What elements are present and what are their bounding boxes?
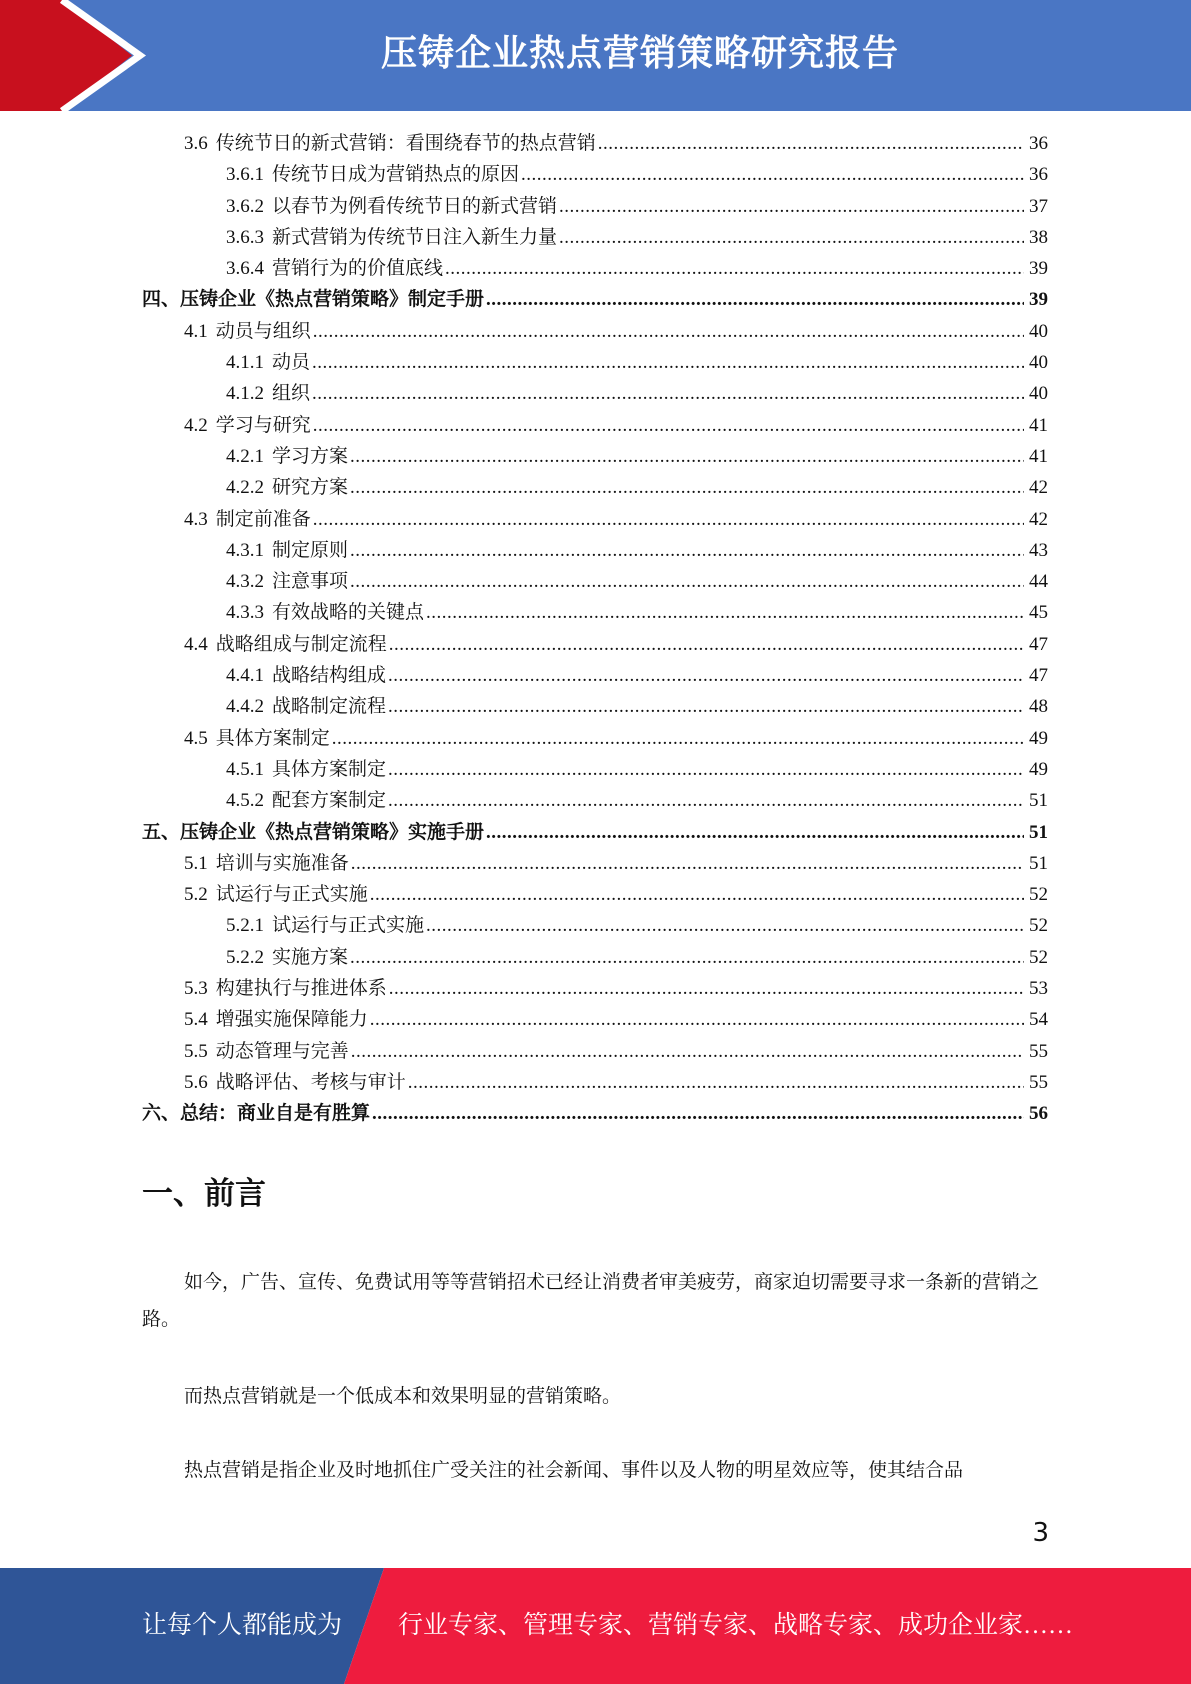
toc-entry-title: 传统节日成为营销热点的原因 [272, 164, 520, 186]
toc-entry-title: 试运行与正式实施 [215, 884, 368, 906]
toc-entry-number: 4.1 [184, 320, 208, 342]
toc-entry[interactable] [142, 316, 1048, 347]
toc-entry-page: 55 [1029, 1040, 1048, 1062]
toc-entry[interactable] [142, 410, 1048, 441]
toc-entry-page: 48 [1029, 696, 1048, 718]
toc-entry-number: 5.5 [184, 1040, 208, 1062]
toc-dot-leader [388, 665, 1024, 687]
header-bar [0, 0, 1191, 111]
toc-entry-page: 49 [1029, 758, 1048, 780]
section-heading: 一、前言 [142, 1176, 266, 1212]
toc-entry[interactable] [142, 566, 1048, 597]
toc-entry-page: 37 [1029, 195, 1048, 217]
toc-entry-page: 45 [1029, 602, 1048, 624]
toc-dot-leader [313, 509, 1024, 531]
toc-dot-leader [559, 227, 1024, 249]
toc-dot-leader [350, 446, 1024, 468]
toc-entry-number: 4.3.1 [226, 539, 264, 561]
toc-entry-title: 制定原则 [272, 539, 349, 561]
toc-entry-title: 动员 [272, 352, 311, 374]
toc-dot-leader [388, 696, 1024, 718]
toc-entry-page: 52 [1029, 915, 1048, 937]
toc-entry-page: 47 [1029, 665, 1048, 687]
toc-entry[interactable] [142, 1004, 1048, 1035]
toc-entry-number: 5.2.2 [226, 946, 264, 968]
toc-dot-leader [370, 884, 1024, 906]
table-of-contents [142, 128, 1048, 1130]
toc-dot-leader [313, 415, 1024, 437]
toc-entry[interactable] [142, 1036, 1048, 1067]
toc-entry-number: 4.3.2 [226, 571, 264, 593]
toc-entry-number: 5.2.1 [226, 915, 264, 937]
toc-entry-page: 41 [1029, 445, 1048, 467]
toc-entry-page: 38 [1029, 226, 1048, 248]
toc-entry[interactable] [142, 472, 1048, 503]
toc-entry[interactable] [142, 723, 1048, 754]
header-chevron-decoration [0, 0, 160, 111]
toc-entry-title: 以春节为例看传统节日的新式营销 [272, 195, 558, 217]
toc-entry[interactable] [142, 378, 1048, 409]
toc-dot-leader [598, 133, 1024, 155]
toc-entry-number: 3.6 [184, 133, 208, 154]
toc-entry-page: 39 [1029, 289, 1048, 311]
toc-dot-leader [389, 978, 1024, 1000]
paragraph: 而热点营销就是一个低成本和效果明显的营销策略。 [184, 1386, 622, 1407]
toc-entry[interactable] [142, 347, 1048, 378]
document-title: 压铸企业热点营销策略研究报告 [380, 33, 899, 74]
toc-entry[interactable] [142, 785, 1048, 816]
toc-entry[interactable] [142, 222, 1048, 253]
toc-dot-leader [445, 258, 1024, 280]
toc-entry-title: 五、压铸企业《热点营销策略》实施手册 [142, 821, 485, 843]
toc-entry-number: 4.4 [184, 633, 208, 655]
toc-entry-title: 战略组成与制定流程 [215, 633, 387, 655]
toc-entry-number: 3.6.1 [226, 164, 264, 186]
toc-entry-title: 研究方案 [272, 477, 349, 499]
toc-dot-leader [426, 915, 1024, 937]
toc-entry-page: 40 [1029, 352, 1048, 374]
toc-dot-leader [351, 853, 1024, 875]
toc-entry-number: 3.6.2 [226, 195, 264, 217]
toc-entry-title: 六、总结：商业自是有胜算 [142, 1103, 371, 1125]
toc-dot-leader [486, 822, 1024, 844]
toc-entry-title: 试运行与正式实施 [272, 915, 425, 937]
toc-entry[interactable] [142, 754, 1048, 785]
toc-entry[interactable] [142, 817, 1048, 848]
toc-entry-page: 51 [1029, 790, 1048, 812]
toc-entry-page: 40 [1029, 320, 1048, 342]
toc-entry-page: 53 [1029, 978, 1048, 1000]
page-number: 3 [1032, 1518, 1049, 1548]
toc-entry-title: 注意事项 [272, 571, 349, 593]
toc-entry[interactable] [142, 535, 1048, 566]
footer-slogan-right: 行业专家、管理专家、营销专家、战略专家、成功企业家…… [398, 1612, 1074, 1639]
toc-entry[interactable] [142, 159, 1048, 190]
toc-entry-number: 5.1 [184, 852, 208, 874]
toc-entry-title: 战略制定流程 [272, 696, 387, 718]
toc-entry-title: 学习与研究 [215, 414, 311, 436]
toc-entry-title: 制定前准备 [215, 508, 311, 530]
toc-entry[interactable] [142, 128, 1048, 159]
toc-dot-leader [313, 321, 1024, 343]
toc-entry[interactable] [142, 191, 1048, 222]
toc-entry-page: 39 [1029, 258, 1048, 280]
toc-entry-number: 5.3 [184, 978, 208, 1000]
toc-entry-number: 4.4.1 [226, 665, 264, 687]
toc-dot-leader [312, 352, 1024, 374]
toc-entry-title: 实施方案 [272, 946, 349, 968]
toc-dot-leader [350, 947, 1024, 969]
toc-entry[interactable] [142, 660, 1048, 691]
toc-entry-title: 四、压铸企业《热点营销策略》制定手册 [142, 289, 485, 311]
toc-entry-title: 新式营销为传统节日注入新生力量 [272, 226, 558, 248]
toc-entry-title: 动态管理与完善 [215, 1040, 349, 1062]
toc-entry-number: 5.6 [184, 1071, 208, 1093]
paragraph: 热点营销是指企业及时地抓住广受关注的社会新闻、事件以及人物的明星效应等，使其结合品 [184, 1460, 964, 1481]
toc-dot-leader [370, 1009, 1024, 1031]
toc-entry-number: 4.1.2 [226, 383, 264, 405]
toc-entry[interactable] [142, 253, 1048, 284]
toc-entry-page: 41 [1029, 414, 1048, 436]
toc-entry[interactable] [142, 973, 1048, 1004]
toc-entry-number: 4.1.1 [226, 352, 264, 374]
footer-slogan-left: 让每个人都能成为 [142, 1612, 343, 1639]
toc-entry-page: 36 [1029, 164, 1048, 186]
toc-entry-page: 56 [1029, 1103, 1048, 1125]
footer-bar [0, 1568, 1191, 1684]
toc-entry[interactable] [142, 942, 1048, 973]
toc-dot-leader [559, 196, 1024, 218]
toc-entry[interactable] [142, 691, 1048, 722]
toc-entry[interactable] [142, 504, 1048, 535]
toc-entry-number: 4.3.3 [226, 602, 264, 624]
toc-entry-page: 40 [1029, 383, 1048, 405]
toc-entry-page: 43 [1029, 539, 1048, 561]
toc-dot-leader [350, 540, 1024, 562]
toc-entry-title: 构建执行与推进体系 [215, 978, 387, 1000]
toc-entry[interactable] [142, 284, 1048, 315]
toc-entry-title: 具体方案制定 [215, 727, 330, 749]
toc-dot-leader [426, 602, 1024, 624]
toc-dot-leader [389, 634, 1024, 656]
toc-dot-leader [372, 1103, 1024, 1125]
toc-entry[interactable] [142, 1098, 1048, 1129]
toc-entry-number: 4.5.2 [226, 790, 264, 812]
toc-entry-page: 55 [1029, 1071, 1048, 1093]
toc-entry-number: 4.2.1 [226, 445, 264, 467]
toc-entry-title: 传统节日的新式营销：看围绕春节的热点营销 [215, 133, 596, 154]
toc-entry-page: 42 [1029, 508, 1048, 530]
toc-entry-page: 44 [1029, 571, 1048, 593]
toc-entry-page: 42 [1029, 477, 1048, 499]
toc-entry[interactable] [142, 1067, 1048, 1098]
toc-entry[interactable] [142, 597, 1048, 628]
toc-entry-page: 52 [1029, 884, 1048, 906]
toc-dot-leader [521, 164, 1024, 186]
toc-entry[interactable] [142, 629, 1048, 660]
toc-entry-title: 营销行为的价值底线 [272, 258, 444, 280]
toc-entry-number: 3.6.4 [226, 258, 264, 280]
paragraph: 如今，广告、宣传、免费试用等等营销招术已经让消费者审美疲劳，商家迫切需要寻求一条新的营销之路。 [142, 1272, 1040, 1330]
toc-entry[interactable] [142, 848, 1048, 879]
toc-dot-leader [312, 383, 1024, 405]
toc-entry-title: 战略结构组成 [272, 665, 387, 687]
toc-dot-leader [408, 1072, 1024, 1094]
toc-entry-title: 培训与实施准备 [215, 852, 349, 874]
toc-dot-leader [351, 1041, 1024, 1063]
toc-entry-page: 51 [1029, 821, 1048, 843]
toc-dot-leader [350, 477, 1024, 499]
toc-entry-number: 5.2 [184, 884, 208, 906]
toc-entry-page: 54 [1029, 1009, 1048, 1031]
toc-entry-page: 52 [1029, 946, 1048, 968]
toc-entry[interactable] [142, 910, 1048, 941]
toc-entry-number: 4.3 [184, 508, 208, 530]
toc-entry-title: 学习方案 [272, 445, 349, 467]
toc-entry-number: 4.4.2 [226, 696, 264, 718]
toc-entry-number: 4.2 [184, 414, 208, 436]
toc-entry-number: 5.4 [184, 1009, 208, 1031]
toc-dot-leader [388, 790, 1024, 812]
toc-entry-number: 4.5.1 [226, 758, 264, 780]
toc-entry-number: 4.5 [184, 727, 208, 749]
toc-entry-title: 动员与组织 [215, 320, 311, 342]
toc-entry-title: 组织 [272, 383, 311, 405]
toc-entry-page: 51 [1029, 852, 1048, 874]
toc-entry-page: 47 [1029, 633, 1048, 655]
toc-entry-title: 战略评估、考核与审计 [215, 1071, 406, 1093]
toc-dot-leader [388, 759, 1024, 781]
toc-entry-title: 配套方案制定 [272, 790, 387, 812]
toc-dot-leader [332, 728, 1024, 750]
toc-entry-title: 具体方案制定 [272, 758, 387, 780]
toc-entry-page: 36 [1029, 133, 1048, 154]
toc-entry-page: 49 [1029, 727, 1048, 749]
toc-entry-number: 4.2.2 [226, 477, 264, 499]
toc-entry[interactable] [142, 879, 1048, 910]
toc-entry-title: 有效战略的关键点 [272, 602, 425, 624]
toc-dot-leader [486, 289, 1024, 311]
toc-entry-title: 增强实施保障能力 [215, 1009, 368, 1031]
toc-dot-leader [350, 571, 1024, 593]
toc-entry-number: 3.6.3 [226, 226, 264, 248]
toc-entry[interactable] [142, 441, 1048, 472]
